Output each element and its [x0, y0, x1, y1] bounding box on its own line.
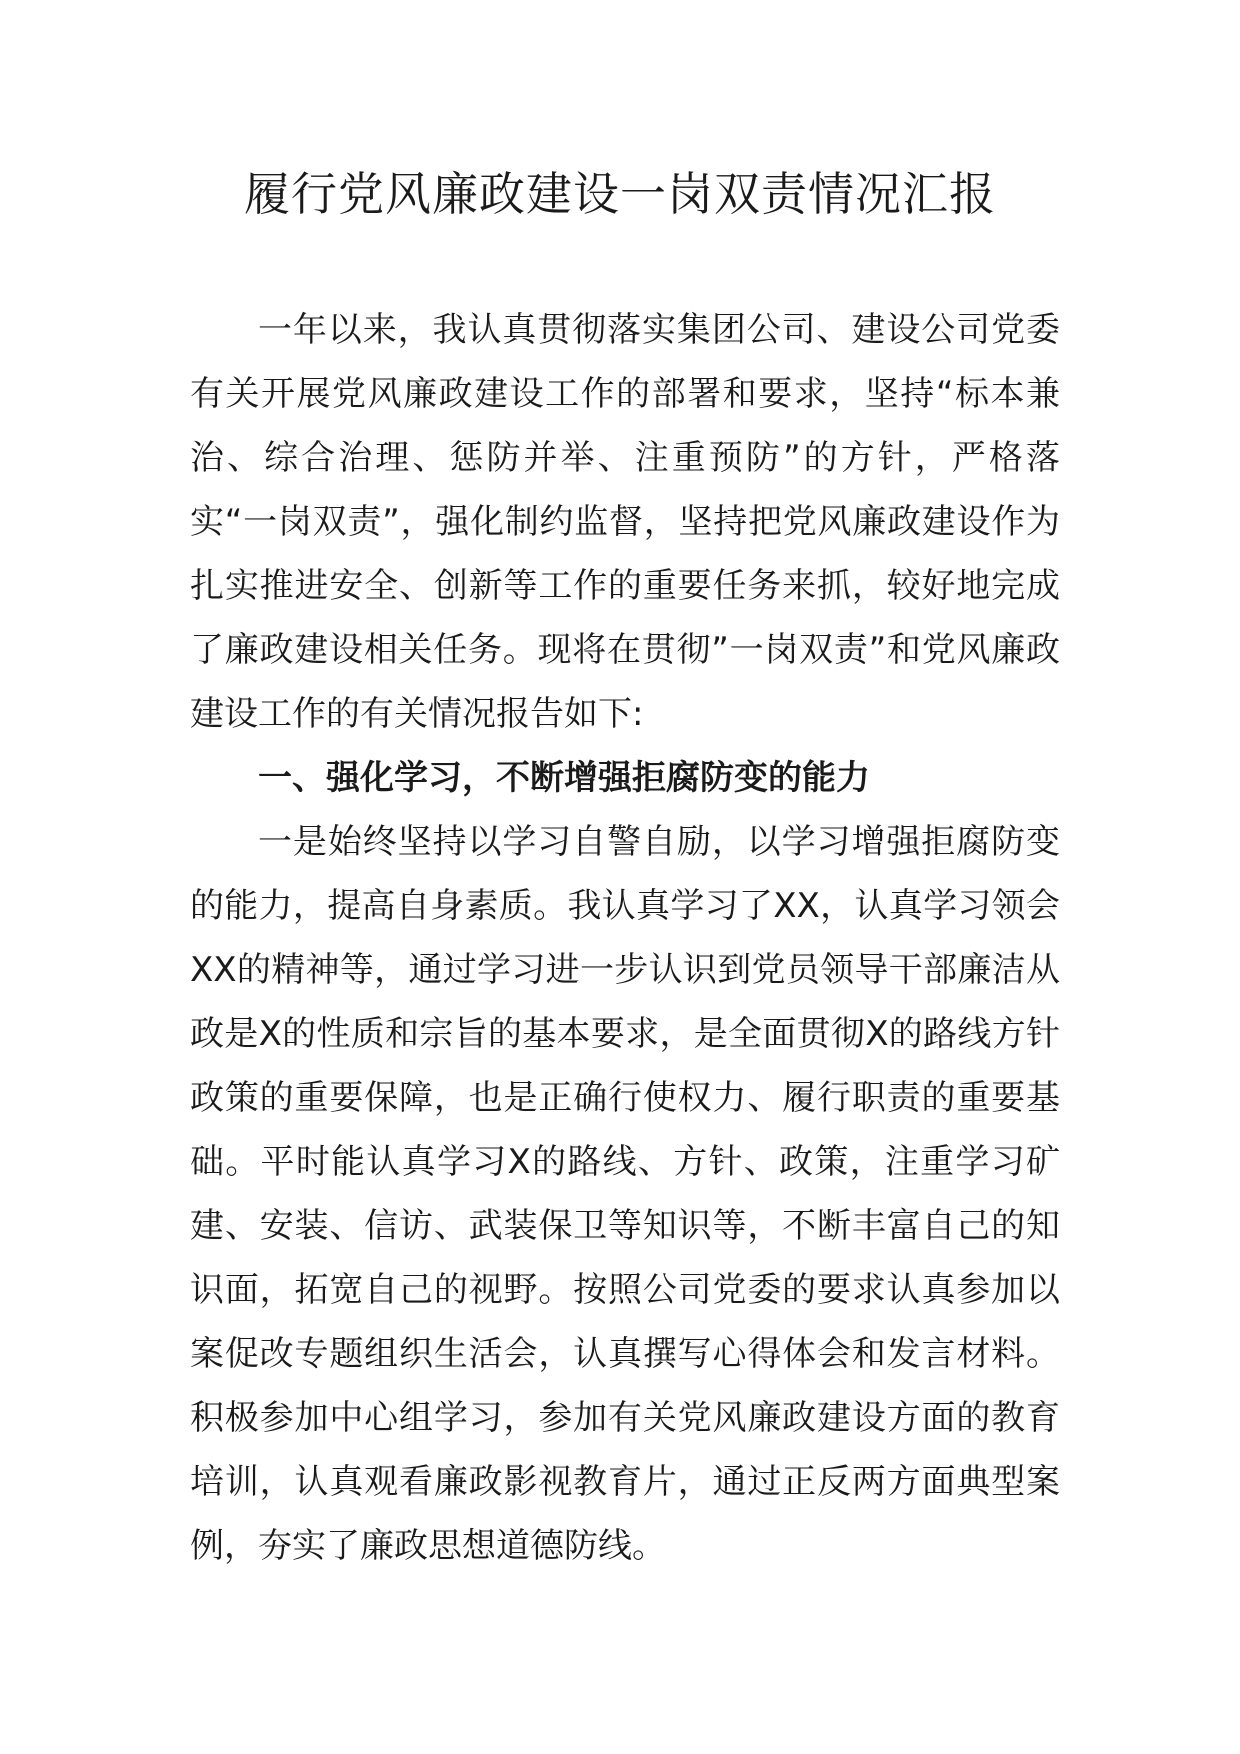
intro-paragraph: 一年以来，我认真贯彻落实集团公司、建设公司党委有关开展党风廉政建设工作的部署和要求，坚持“标本兼治、综合治理、惩防并举、注重预防”的方针，严格落实“一岗双责”，强化制约监督，坚持把党风廉政建设作为扎实推进安全、创新等工作的重要任务来抓，较好地完成了廉政建设相关任务。现将在贯彻”一岗双责”和党风廉政建设工作的有关情况报告如下: — [190, 310, 1060, 734]
document-body — [190, 298, 1060, 1578]
document-title: 履行党风廉政建设一岗双责情况汇报 — [244, 167, 996, 221]
section-heading-1: 一、强化学习，不断增强拒腐防变的能力 — [258, 758, 870, 798]
section-1-paragraph: 一是始终坚持以学习自警自励，以学习增强拒腐防变的能力，提高自身素质。我认真学习了XX，认真学习领会XX的精神等，通过学习进一步认识到党员领导干部廉洁从政是X的性质和宗旨的基本要求，是全面贯彻X的路线方针政策的重要保障，也是正确行使权力、履行职责的重要基础。平时能认真学习X的路线、方针、政策，注重学习矿建、安装、信访、武装保卫等知识等，不断丰富自己的知识面，拓宽自己的视野。按照公司党委的要求认真参加以案促改专题组织生活会，认真撰写心得体会和发言材料。积极参加中心组学习，参加有关党风廉政建设方面的教育培训，认真观看廉政影视教育片，通过正反两方面典型案例，夯实了廉政思想道德防线。 — [190, 822, 1060, 1566]
